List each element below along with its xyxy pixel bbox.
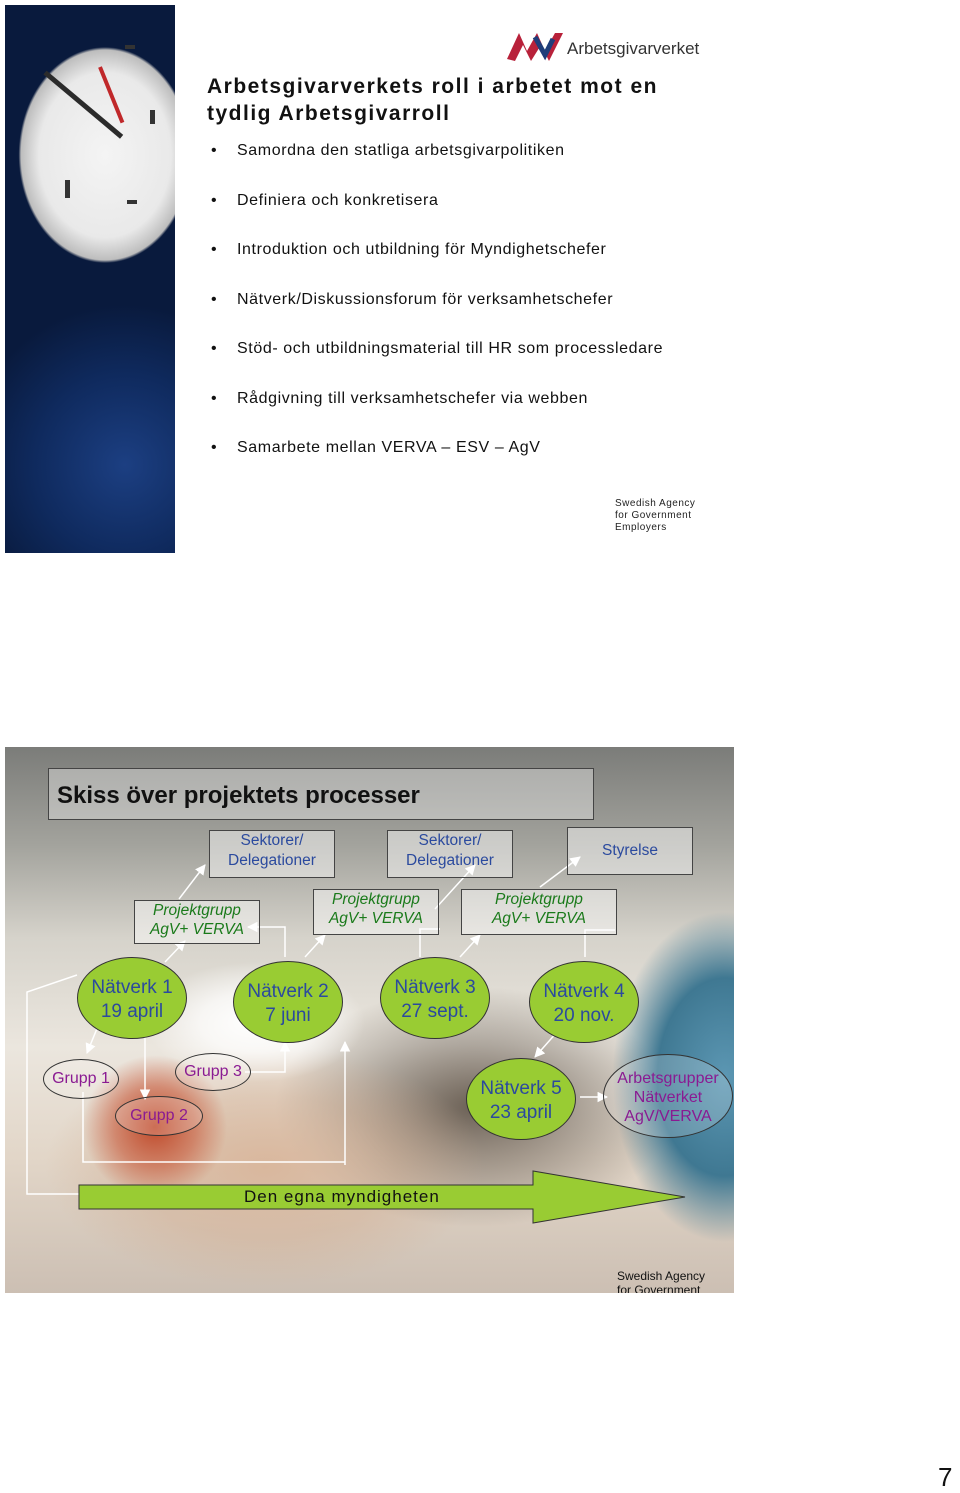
styrelse-box [567,827,693,875]
projektgrupp-box [461,889,617,935]
slide-2 [5,747,734,1293]
projektgrupp-box [313,889,439,935]
grupp-1-oval [43,1059,119,1099]
projektgrupp-box [134,900,260,944]
oval-line: Grupp 2 [130,1107,188,1124]
box-line: Projektgrupp [495,891,583,908]
footer-line: for Government [617,1283,701,1293]
page-number: 7 [938,1462,953,1492]
grupp-3-oval [175,1053,251,1091]
arbetsgivarverket-logo [505,29,705,63]
clock-second-hand [98,66,124,123]
logo-text: Arbetsgivarverket [567,39,700,58]
footer-line: Swedish Agency [615,498,696,509]
footer-line: for Government [615,510,692,521]
oval-line: 23 april [489,1102,553,1123]
clock-photo [5,5,175,553]
oval-line: Nätverk 5 [480,1078,562,1099]
clock-tick [125,45,135,49]
oval-line: Arbetsgrupper [617,1070,719,1087]
box-line: Sektorer/ [240,832,304,849]
oval-line: 7 juni [265,1005,311,1026]
bullet-item: • Stöd- och utbildningsmaterial till HR som processledare [211,339,691,359]
box-line: AgV+ VERVA [149,921,245,938]
box-line: Delegationer [228,852,316,869]
oval-line: Nätverket [633,1089,703,1106]
clock-tick [65,180,70,198]
footer-line: Swedish Agency [617,1269,706,1283]
slide-footer [615,498,725,534]
oval-line: Grupp 1 [52,1070,110,1087]
oval-line: 20 nov. [553,1005,615,1026]
clock-tick [127,200,137,204]
bullet-item: • Samordna den statliga arbetsgivarpolitiken [211,141,691,161]
oval-line: Nätverk 1 [91,977,173,998]
oval-line: Grupp 3 [184,1063,242,1080]
slide-title-box [48,768,594,820]
natverk-2-oval [233,961,343,1043]
footer-line: Employers [615,522,667,533]
natverk-1-oval [77,957,187,1039]
box-line: Sektorer/ [418,832,482,849]
arrow-label: Den egna myndigheten [244,1187,440,1206]
grupp-2-oval [115,1096,203,1136]
slide-title: Skiss över projektets processer [57,782,420,809]
box-line: AgV+ VERVA [328,910,424,927]
oval-line: Nätverk 3 [394,977,476,998]
natverk-3-oval [380,957,490,1039]
oval-line: 27 sept. [401,1001,469,1022]
sektorer-delegationer-box [387,830,513,878]
bullet-list [211,141,691,488]
box-line: Styrelse [602,842,658,859]
oval-line: Nätverk 2 [247,981,329,1002]
logo-mark-icon [505,29,565,63]
natverk-4-oval [529,961,639,1043]
box-line: Projektgrupp [153,902,241,919]
bullet-item: • Introduktion och utbildning för Myndighetschefer [211,240,691,260]
bullet-item: • Definiera och konkretisera [211,191,691,211]
sektorer-delegationer-box [209,830,335,878]
box-line: Delegationer [406,852,494,869]
natverk-5-oval [466,1058,576,1140]
oval-line: Nätverk 4 [543,981,625,1002]
arbetsgrupper-oval [603,1054,733,1138]
oval-line: 19 april [100,1001,164,1022]
box-line: AgV+ VERVA [491,910,587,927]
slide-footer [617,1269,727,1293]
slide-1 [5,5,730,553]
bullet-item: • Samarbete mellan VERVA – ESV – AgV [211,438,691,458]
bullet-item: • Nätverk/Diskussionsforum för verksamhetschefer [211,290,691,310]
oval-line: AgV/VERVA [624,1108,712,1125]
clock-tick [150,110,155,124]
bullet-item: • Rådgivning till verksamhetschefer via webben [211,389,691,409]
slide-title: Arbetsgivarverkets roll i arbetet mot en tydlig Arbetsgivarroll [207,75,658,125]
box-line: Projektgrupp [332,891,420,908]
clock-hand [43,71,123,139]
